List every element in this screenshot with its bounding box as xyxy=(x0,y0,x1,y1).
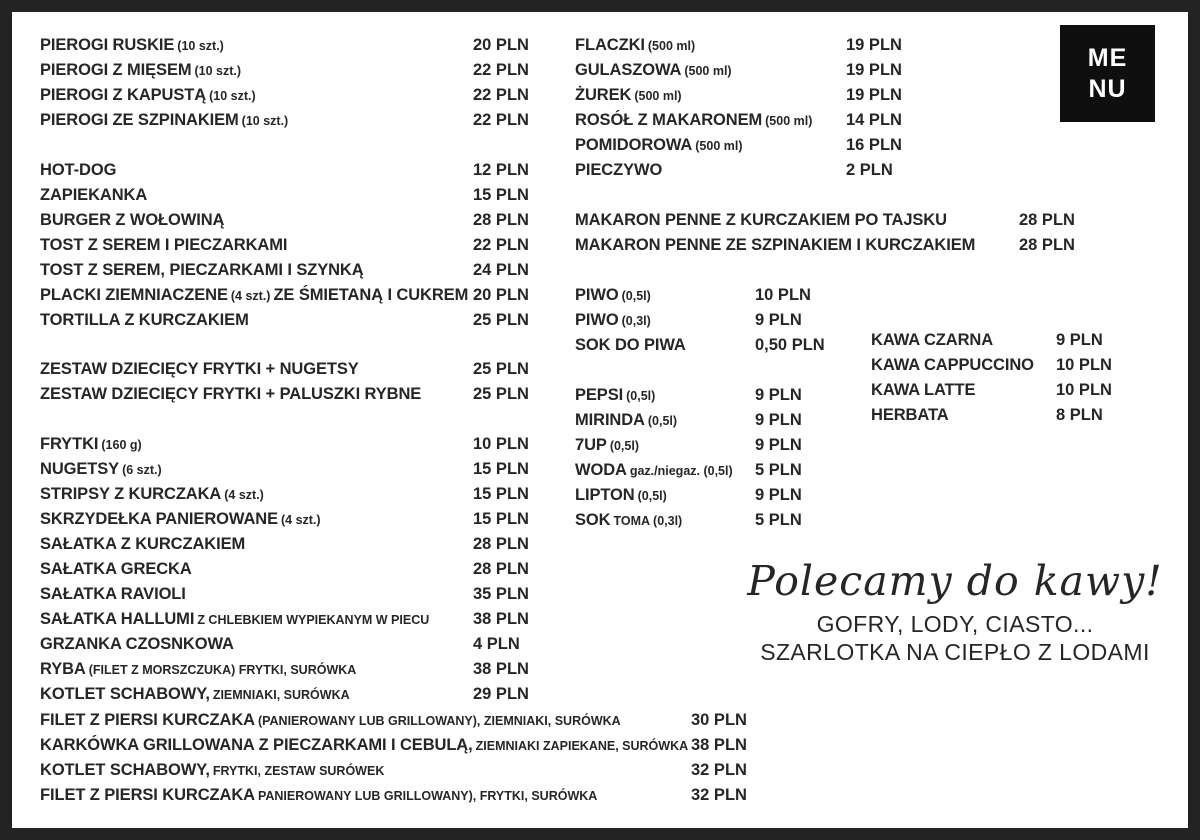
item-name: FILET Z PIERSI KURCZAKA xyxy=(40,786,255,804)
item-name: PIEROGI RUSKIE xyxy=(40,36,175,54)
item-price: 28 PLN xyxy=(1016,233,1075,258)
item-note: (10 szt.) xyxy=(194,64,242,78)
menu-item-row xyxy=(40,657,585,682)
menu-item-row xyxy=(575,233,1135,258)
menu-item-row xyxy=(40,557,585,582)
menu-item-row xyxy=(40,108,585,133)
item-name: KAWA CZARNA xyxy=(871,331,994,349)
menu-item-row xyxy=(40,532,585,557)
item-name: GULASZOWA xyxy=(575,61,682,79)
item-name: KARKÓWKA GRILLOWANA Z PIECZARKAMI I CEBULĄ, xyxy=(40,736,473,754)
item-name: MIRINDA xyxy=(575,411,645,429)
item-price: 5 PLN xyxy=(752,458,802,483)
item-name: ROSÓŁ Z MAKARONEM xyxy=(575,111,763,129)
menu-item-row xyxy=(40,308,585,333)
item-price: 5 PLN xyxy=(752,508,802,533)
item-note: PANIEROWANY LUB GRILLOWANY), FRYTKI, SURÓWKA xyxy=(257,789,598,803)
item-name: PIECZYWO xyxy=(575,161,663,179)
menu-item-row xyxy=(575,208,1135,233)
item-name: SKRZYDEŁKA PANIEROWANE xyxy=(40,510,278,528)
item-price: 9 PLN xyxy=(752,308,802,333)
item-note: (FILET Z MORSZCZUKA) FRYTKI, SURÓWKA xyxy=(88,663,357,677)
menu-item-row xyxy=(40,582,585,607)
item-note: TOMA (0,3l) xyxy=(613,514,683,528)
item-name: LIPTON xyxy=(575,486,635,504)
item-name: WODA xyxy=(575,461,627,479)
item-note: (10 szt.) xyxy=(241,114,289,128)
section-pasta xyxy=(575,208,1135,258)
item-note: (0,5l) xyxy=(609,439,639,453)
menu-item-row xyxy=(40,357,585,382)
item-price: 10 PLN xyxy=(752,283,811,308)
item-price: 28 PLN xyxy=(1016,208,1075,233)
item-name: KAWA LATTE xyxy=(871,381,976,399)
item-price: 19 PLN xyxy=(843,33,902,58)
item-note: (0,5l) xyxy=(637,489,667,503)
menu-item-row xyxy=(40,258,585,283)
menu-item-row xyxy=(40,682,585,707)
item-price: 24 PLN xyxy=(470,258,529,283)
item-name: PIEROGI ZE SZPINAKIEM xyxy=(40,111,239,129)
menu-badge xyxy=(1060,25,1155,122)
item-name: STRIPSY Z KURCZAKA xyxy=(40,485,222,503)
item-note: (6 szt.) xyxy=(122,463,162,477)
item-price: 35 PLN xyxy=(470,582,529,607)
item-name: NUGETSY xyxy=(40,460,120,478)
item-name: GRZANKA CZOSNKOWA xyxy=(40,635,234,653)
section-cold-drinks xyxy=(575,383,870,533)
item-note: (10 szt.) xyxy=(177,39,224,53)
item-name: KAWA CAPPUCCINO xyxy=(871,356,1034,374)
menu-item-row xyxy=(575,108,960,133)
section-mains-salads xyxy=(40,432,585,707)
item-name: PIWO xyxy=(575,311,619,329)
item-name: BURGER Z WOŁOWINĄ xyxy=(40,211,225,229)
menu-item-row xyxy=(575,33,960,58)
item-name: FILET Z PIERSI KURCZAKA xyxy=(40,711,255,729)
menu-item-row xyxy=(40,432,585,457)
item-price: 10 PLN xyxy=(1053,378,1112,403)
dessert-line1: GOFRY, LODY, CIASTO... xyxy=(816,611,1094,637)
item-price: 19 PLN xyxy=(843,58,902,83)
menu-item-row xyxy=(871,353,1171,378)
item-name: FRYTKI xyxy=(40,435,99,453)
item-price: 9 PLN xyxy=(752,408,802,433)
menu-item-row xyxy=(575,433,870,458)
item-name: RYBA xyxy=(40,660,86,678)
item-price: 22 PLN xyxy=(470,58,529,83)
item-name: SOK xyxy=(575,511,611,529)
item-note: (500 ml) xyxy=(684,64,732,78)
menu-item-row xyxy=(575,333,870,358)
item-price: 2 PLN xyxy=(843,158,893,183)
item-name: KOTLET SCHABOWY, xyxy=(40,761,210,779)
menu-item-row xyxy=(871,403,1171,428)
item-price: 38 PLN xyxy=(470,657,529,682)
item-price: 25 PLN xyxy=(470,382,529,407)
item-note: (PANIEROWANY LUB GRILLOWANY), ZIEMNIAKI, SURÓWKA xyxy=(257,714,621,728)
dessert-line2: SZARLOTKA NA CIEPŁO Z LODAMI xyxy=(760,639,1150,665)
item-name: 7UP xyxy=(575,436,607,454)
item-note: gaz./niegaz. (0,5l) xyxy=(629,464,733,478)
menu-item-row xyxy=(575,408,870,433)
menu-item-row xyxy=(575,483,870,508)
item-name: ZESTAW DZIECIĘCY FRYTKI + NUGETSY xyxy=(40,360,359,378)
menu-item-row xyxy=(40,482,585,507)
menu-item-row xyxy=(575,383,870,408)
item-note: ZIEMNIAKI ZAPIEKANE, SURÓWKA xyxy=(475,739,689,753)
section-pierogi xyxy=(40,33,585,133)
item-name: HERBATA xyxy=(871,406,949,424)
item-price: 32 PLN xyxy=(688,783,747,808)
item-name: PLACKI ZIEMNIACZENE xyxy=(40,286,228,304)
item-price: 15 PLN xyxy=(470,183,529,208)
menu-item-row xyxy=(575,133,960,158)
menu-item-row xyxy=(575,283,870,308)
item-name: MAKARON PENNE ZE SZPINAKIEM I KURCZAKIEM xyxy=(575,236,976,254)
item-price: 4 PLN xyxy=(470,632,520,657)
menu-item-row xyxy=(40,382,585,407)
item-price: 29 PLN xyxy=(470,682,529,707)
menu-item-row xyxy=(40,632,585,657)
item-note: (500 ml) xyxy=(647,39,696,53)
item-name: ZESTAW DZIECIĘCY FRYTKI + PALUSZKI RYBNE xyxy=(40,385,422,403)
item-price: 12 PLN xyxy=(470,158,529,183)
menu-item-row xyxy=(40,233,585,258)
item-name: TOST Z SEREM I PIECZARKAMI xyxy=(40,236,288,254)
item-name: SAŁATKA HALLUMI xyxy=(40,610,195,628)
item-note: Z CHLEBKIEM WYPIEKANYM W PIECU xyxy=(197,613,430,627)
item-price: 22 PLN xyxy=(470,108,529,133)
menu-item-row xyxy=(40,283,585,308)
menu-item-row xyxy=(575,508,870,533)
menu-badge-line2: NU xyxy=(1088,74,1127,103)
section-beer xyxy=(575,283,870,358)
menu-item-row xyxy=(40,783,805,808)
item-note: (160 g) xyxy=(101,438,142,452)
item-price: 16 PLN xyxy=(843,133,902,158)
item-price: 20 PLN xyxy=(470,33,529,58)
item-note: FRYTKI, ZESTAW SURÓWEK xyxy=(212,764,385,778)
item-name: POMIDOROWA xyxy=(575,136,693,154)
section-fast-food xyxy=(40,158,585,333)
item-note: ZIEMNIAKI, SURÓWKA xyxy=(212,688,350,702)
item-note: (4 szt.) xyxy=(230,289,271,303)
item-name: ŻUREK xyxy=(575,86,632,104)
item-note: (500 ml) xyxy=(765,114,813,128)
menu-item-row xyxy=(871,328,1171,353)
item-note: (4 szt.) xyxy=(224,488,264,502)
item-price: 9 PLN xyxy=(1053,328,1103,353)
item-note: (500 ml) xyxy=(695,139,743,153)
item-price: 10 PLN xyxy=(470,432,529,457)
item-note: (0,3l) xyxy=(621,314,651,328)
section-kids-sets xyxy=(40,357,585,407)
item-price: 32 PLN xyxy=(688,758,747,783)
item-price: 22 PLN xyxy=(470,233,529,258)
section-soups xyxy=(575,33,960,183)
section-main-dishes-wide xyxy=(40,708,805,808)
section-hot-drinks xyxy=(871,328,1171,428)
item-name: PIEROGI Z KAPUSTĄ xyxy=(40,86,207,104)
menu-badge-line1: ME xyxy=(1087,43,1128,72)
item-name: SAŁATKA GRECKA xyxy=(40,560,192,578)
menu-item-row xyxy=(575,458,870,483)
dessert-headline: Polecamy do kawy! xyxy=(747,557,1163,605)
item-price: 30 PLN xyxy=(688,708,747,733)
item-note: (0,5l) xyxy=(626,389,656,403)
item-name: SOK DO PIWA xyxy=(575,336,686,354)
menu-item-row xyxy=(40,183,585,208)
item-price: 10 PLN xyxy=(1053,353,1112,378)
item-name: MAKARON PENNE Z KURCZAKIEM PO TAJSKU xyxy=(575,211,947,229)
item-price: 25 PLN xyxy=(470,308,529,333)
menu-item-row xyxy=(575,158,960,183)
item-price: 9 PLN xyxy=(752,383,802,408)
item-name: FLACZKI xyxy=(575,36,645,54)
item-price: 20 PLN xyxy=(470,283,529,308)
item-price: 15 PLN xyxy=(470,482,529,507)
item-note: (10 szt.) xyxy=(209,89,256,103)
menu-item-row xyxy=(40,457,585,482)
item-name: HOT-DOG xyxy=(40,161,117,179)
item-price: 38 PLN xyxy=(470,607,529,632)
item-note: (4 szt.) xyxy=(280,513,321,527)
menu-item-row xyxy=(575,308,870,333)
item-price: 15 PLN xyxy=(470,457,529,482)
menu-item-row xyxy=(575,58,960,83)
item-name: SAŁATKA Z KURCZAKIEM xyxy=(40,535,246,553)
item-name: TOST Z SEREM, PIECZARKAMI I SZYNKĄ xyxy=(40,261,364,279)
item-price: 28 PLN xyxy=(470,208,529,233)
menu-item-row xyxy=(40,708,805,733)
menu-item-row xyxy=(40,83,585,108)
menu-item-row xyxy=(40,733,805,758)
item-price: 38 PLN xyxy=(688,733,747,758)
item-price: 28 PLN xyxy=(470,557,529,582)
item-name: SAŁATKA RAVIOLI xyxy=(40,585,186,603)
item-name: PIWO xyxy=(575,286,619,304)
menu-item-row xyxy=(40,607,585,632)
item-name: PEPSI xyxy=(575,386,624,404)
item-price: 15 PLN xyxy=(470,507,529,532)
item-name: KOTLET SCHABOWY, xyxy=(40,685,210,703)
item-price: 0,50 PLN xyxy=(752,333,825,358)
item-price: 9 PLN xyxy=(752,483,802,508)
item-name: PIEROGI Z MIĘSEM xyxy=(40,61,192,79)
menu-item-row xyxy=(871,378,1171,403)
item-price: 25 PLN xyxy=(470,357,529,382)
menu-item-row xyxy=(40,158,585,183)
item-note: (0,5l) xyxy=(647,414,678,428)
item-name: ZAPIEKANKA xyxy=(40,186,148,204)
menu-item-row xyxy=(40,33,585,58)
item-price: 28 PLN xyxy=(470,532,529,557)
item-note: (0,5l) xyxy=(621,289,651,303)
item-note: (500 ml) xyxy=(634,89,682,103)
item-price: 19 PLN xyxy=(843,83,902,108)
menu-item-row xyxy=(40,507,585,532)
item-name: TORTILLA Z KURCZAKIEM xyxy=(40,311,249,329)
item-name-cont: ZE ŚMIETANĄ I CUKREM xyxy=(273,286,469,304)
item-price: 8 PLN xyxy=(1053,403,1103,428)
menu-item-row xyxy=(40,208,585,233)
item-price: 14 PLN xyxy=(843,108,902,133)
item-price: 9 PLN xyxy=(752,433,802,458)
item-price: 22 PLN xyxy=(470,83,529,108)
dessert-note xyxy=(730,552,1180,666)
menu-item-row xyxy=(40,758,805,783)
menu-item-row xyxy=(575,83,960,108)
menu-item-row xyxy=(40,58,585,83)
